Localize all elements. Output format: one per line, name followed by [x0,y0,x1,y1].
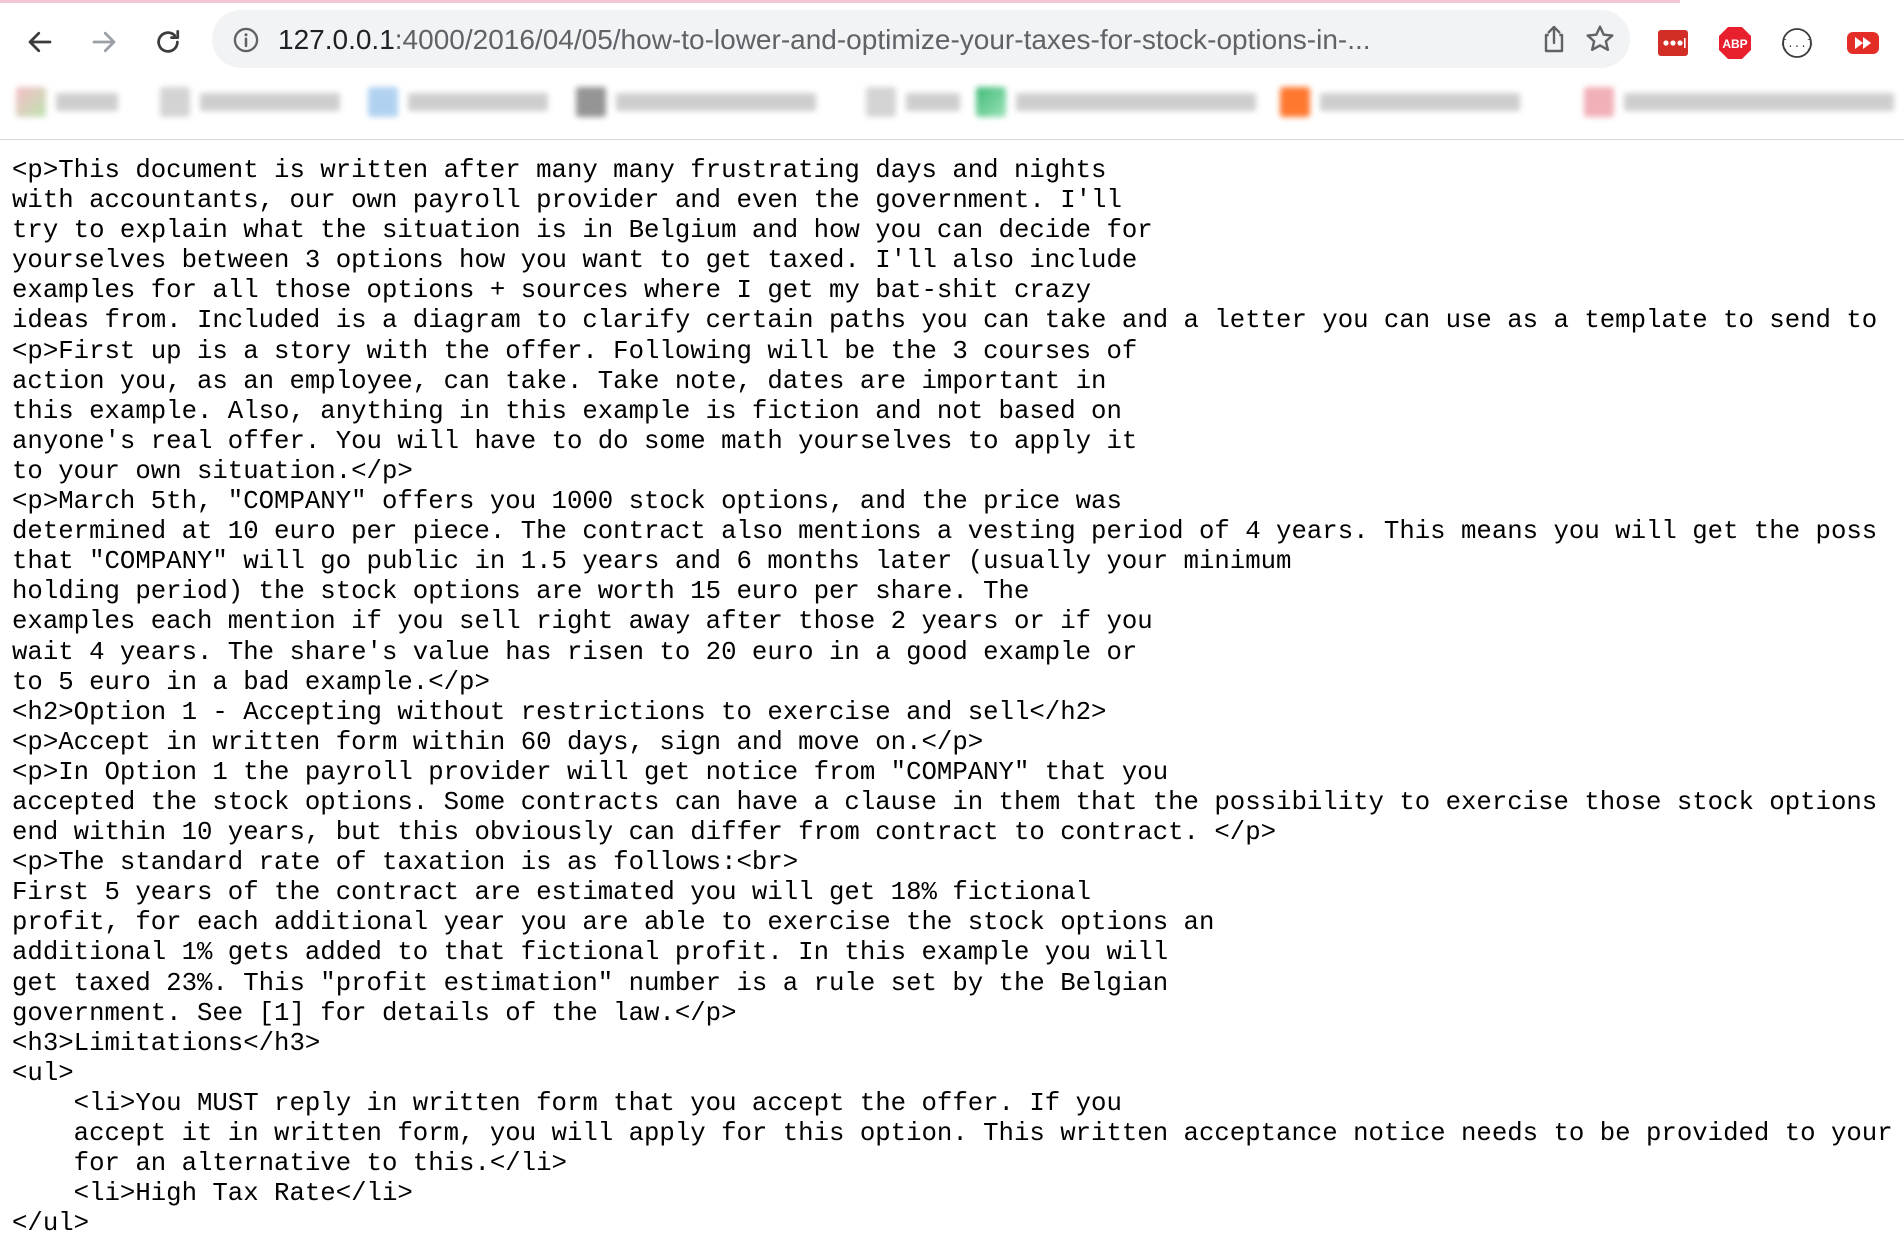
bookmark-item[interactable] [1280,82,1520,122]
browser-chrome [0,0,1904,140]
source-line: </ul> [12,1209,90,1239]
bookmark-favicon [866,87,896,117]
source-line: to 5 euro in a bad example.</p> [12,667,490,697]
address-bar[interactable] [212,10,1630,68]
bookmark-label-blurred [408,93,548,111]
source-line: <p>Accept in written form within 60 days, sign and move on.</p> [12,727,984,757]
source-line: <ul> [12,1058,74,1088]
source-line: accepted the stock options. Some contracts can have a clause in them that the possibility to exercise those stock options [12,787,1878,817]
adblock-plus-icon [1718,26,1752,60]
lastpass-extension-icon[interactable] [1656,26,1690,60]
reload-button[interactable] [148,22,188,62]
source-line: with accountants, our own payroll provider and even the government. I'll [12,186,1122,216]
bookmark-item[interactable] [576,82,816,122]
url-path: :4000/2016/04/05/how-to-lower-and-optimize-your-taxes-for-stock-options-in-... [394,24,1371,55]
bookmark-favicon [576,87,606,117]
bookmark-label-blurred [616,93,816,111]
back-button[interactable] [20,22,60,62]
source-line: <p>The standard rate of taxation is as follows:<br> [12,848,799,878]
source-line: action you, as an employee, can take. Take note, dates are important in [12,366,1107,396]
bookmark-item[interactable] [160,82,340,122]
source-line: profit, for each additional year you are able to exercise the stock options an [12,908,1215,938]
source-line: end within 10 years, but this obviously can differ from contract to contract. </p> [12,818,1277,848]
bookmark-star-icon[interactable] [1584,23,1616,55]
bookmark-item[interactable] [866,82,960,122]
arrow-right-icon [89,27,119,57]
bookmark-favicon [1584,87,1614,117]
bookmark-label-blurred [1320,93,1520,111]
source-line: try to explain what the situation is in Belgium and how you can decide for [12,216,1153,246]
share-icon[interactable] [1538,23,1570,55]
source-line: <li>You MUST reply in written form that you accept the offer. If you [12,1088,1122,1118]
arrow-left-icon [25,27,55,57]
source-line: determined at 10 euro per piece. The contract also mentions a vesting period of 4 years. This means you will get the poss [12,517,1878,547]
bookmark-item[interactable] [976,82,1256,122]
source-line: government. See [1] for details of the law.</p> [12,998,737,1028]
bookmark-item[interactable] [1584,82,1894,122]
source-line: examples for all those options + sources where I get my bat-shit crazy [12,276,1092,306]
bookmark-label-blurred [200,93,340,111]
bookmark-favicon [160,87,190,117]
bookmark-favicon [976,87,1006,117]
source-line: ideas from. Included is a diagram to clarify certain paths you can take and a letter you can use as a template to send to [12,306,1878,336]
source-line: that "COMPANY" will go public in 1.5 years and 6 months later (usually your minimum [12,547,1292,577]
source-line: this example. Also, anything in this example is fiction and not based on [12,396,1122,426]
page-content [0,142,1904,1239]
bookmark-item[interactable] [368,82,548,122]
source-line: accept it in written form, you will apply for this option. This written acceptance notice needs to be provided to your [12,1119,1893,1148]
bookmark-favicon [1280,87,1310,117]
reload-icon [153,27,183,57]
video-speed-icon [1846,26,1880,60]
bookmarks-bar [0,76,1904,128]
source-line: yourselves between 3 options how you want to get taxed. I'll also include [12,246,1138,276]
source-line: <h3>Limitations</h3> [12,1028,321,1058]
forward-button[interactable] [84,22,124,62]
source-line: <p>This document is written after many many frustrating days and nights [12,156,1107,185]
svg-text:ABP: ABP [1722,37,1748,51]
source-line: get taxed 23%. This "profit estimation" number is a rule set by the Belgian [12,968,1169,998]
bookmark-label-blurred [906,93,960,111]
browser-toolbar [0,8,1904,70]
info-icon[interactable] [232,26,260,54]
bookmark-favicon [16,87,46,117]
source-line: <p>March 5th, "COMPANY" offers you 1000 stock options, and the price was [12,487,1122,517]
lastpass-icon [1656,26,1690,60]
source-line: <p>First up is a story with the offer. Following will be the 3 courses of [12,336,1138,366]
svg-text:{...}: {...} [1780,39,1814,51]
adblock-plus-extension-icon[interactable] [1718,26,1752,60]
source-line: wait 4 years. The share's value has risen to 20 euro in a good example or [12,637,1138,667]
json-viewer-extension-icon[interactable] [1780,26,1814,60]
source-line: examples each mention if you sell right away after those 2 years or if you [12,607,1153,637]
source-line: <p>In Option 1 the payroll provider will get notice from "COMPANY" that you [12,757,1169,787]
html-source-view [12,156,1893,1239]
source-line: to your own situation.</p> [12,456,413,486]
source-line: holding period) the stock options are worth 15 euro per share. The [12,577,1030,607]
bookmark-label-blurred [1016,93,1256,111]
bookmark-label-blurred [1624,93,1894,111]
bookmark-label-blurred [56,93,118,111]
bookmark-item[interactable] [16,82,118,122]
url-host: 127.0.0.1 [278,24,395,55]
bookmark-favicon [368,87,398,117]
video-speed-extension-icon[interactable] [1846,26,1880,60]
source-line: <li>High Tax Rate</li> [12,1179,413,1209]
source-line: anyone's real offer. You will have to do some math yourselves to apply it [12,426,1138,456]
source-line: for an alternative to this.</li> [12,1149,567,1179]
source-line: <h2>Option 1 - Accepting without restrictions to exercise and sell</h2> [12,697,1107,727]
tab-strip-edge [0,0,1680,3]
url-text[interactable] [278,23,1518,57]
json-viewer-icon [1780,26,1814,60]
source-line: First 5 years of the contract are estimated you will get 18% fictional [12,878,1092,908]
source-line: additional 1% gets added to that fictional profit. In this example you will [12,938,1169,968]
